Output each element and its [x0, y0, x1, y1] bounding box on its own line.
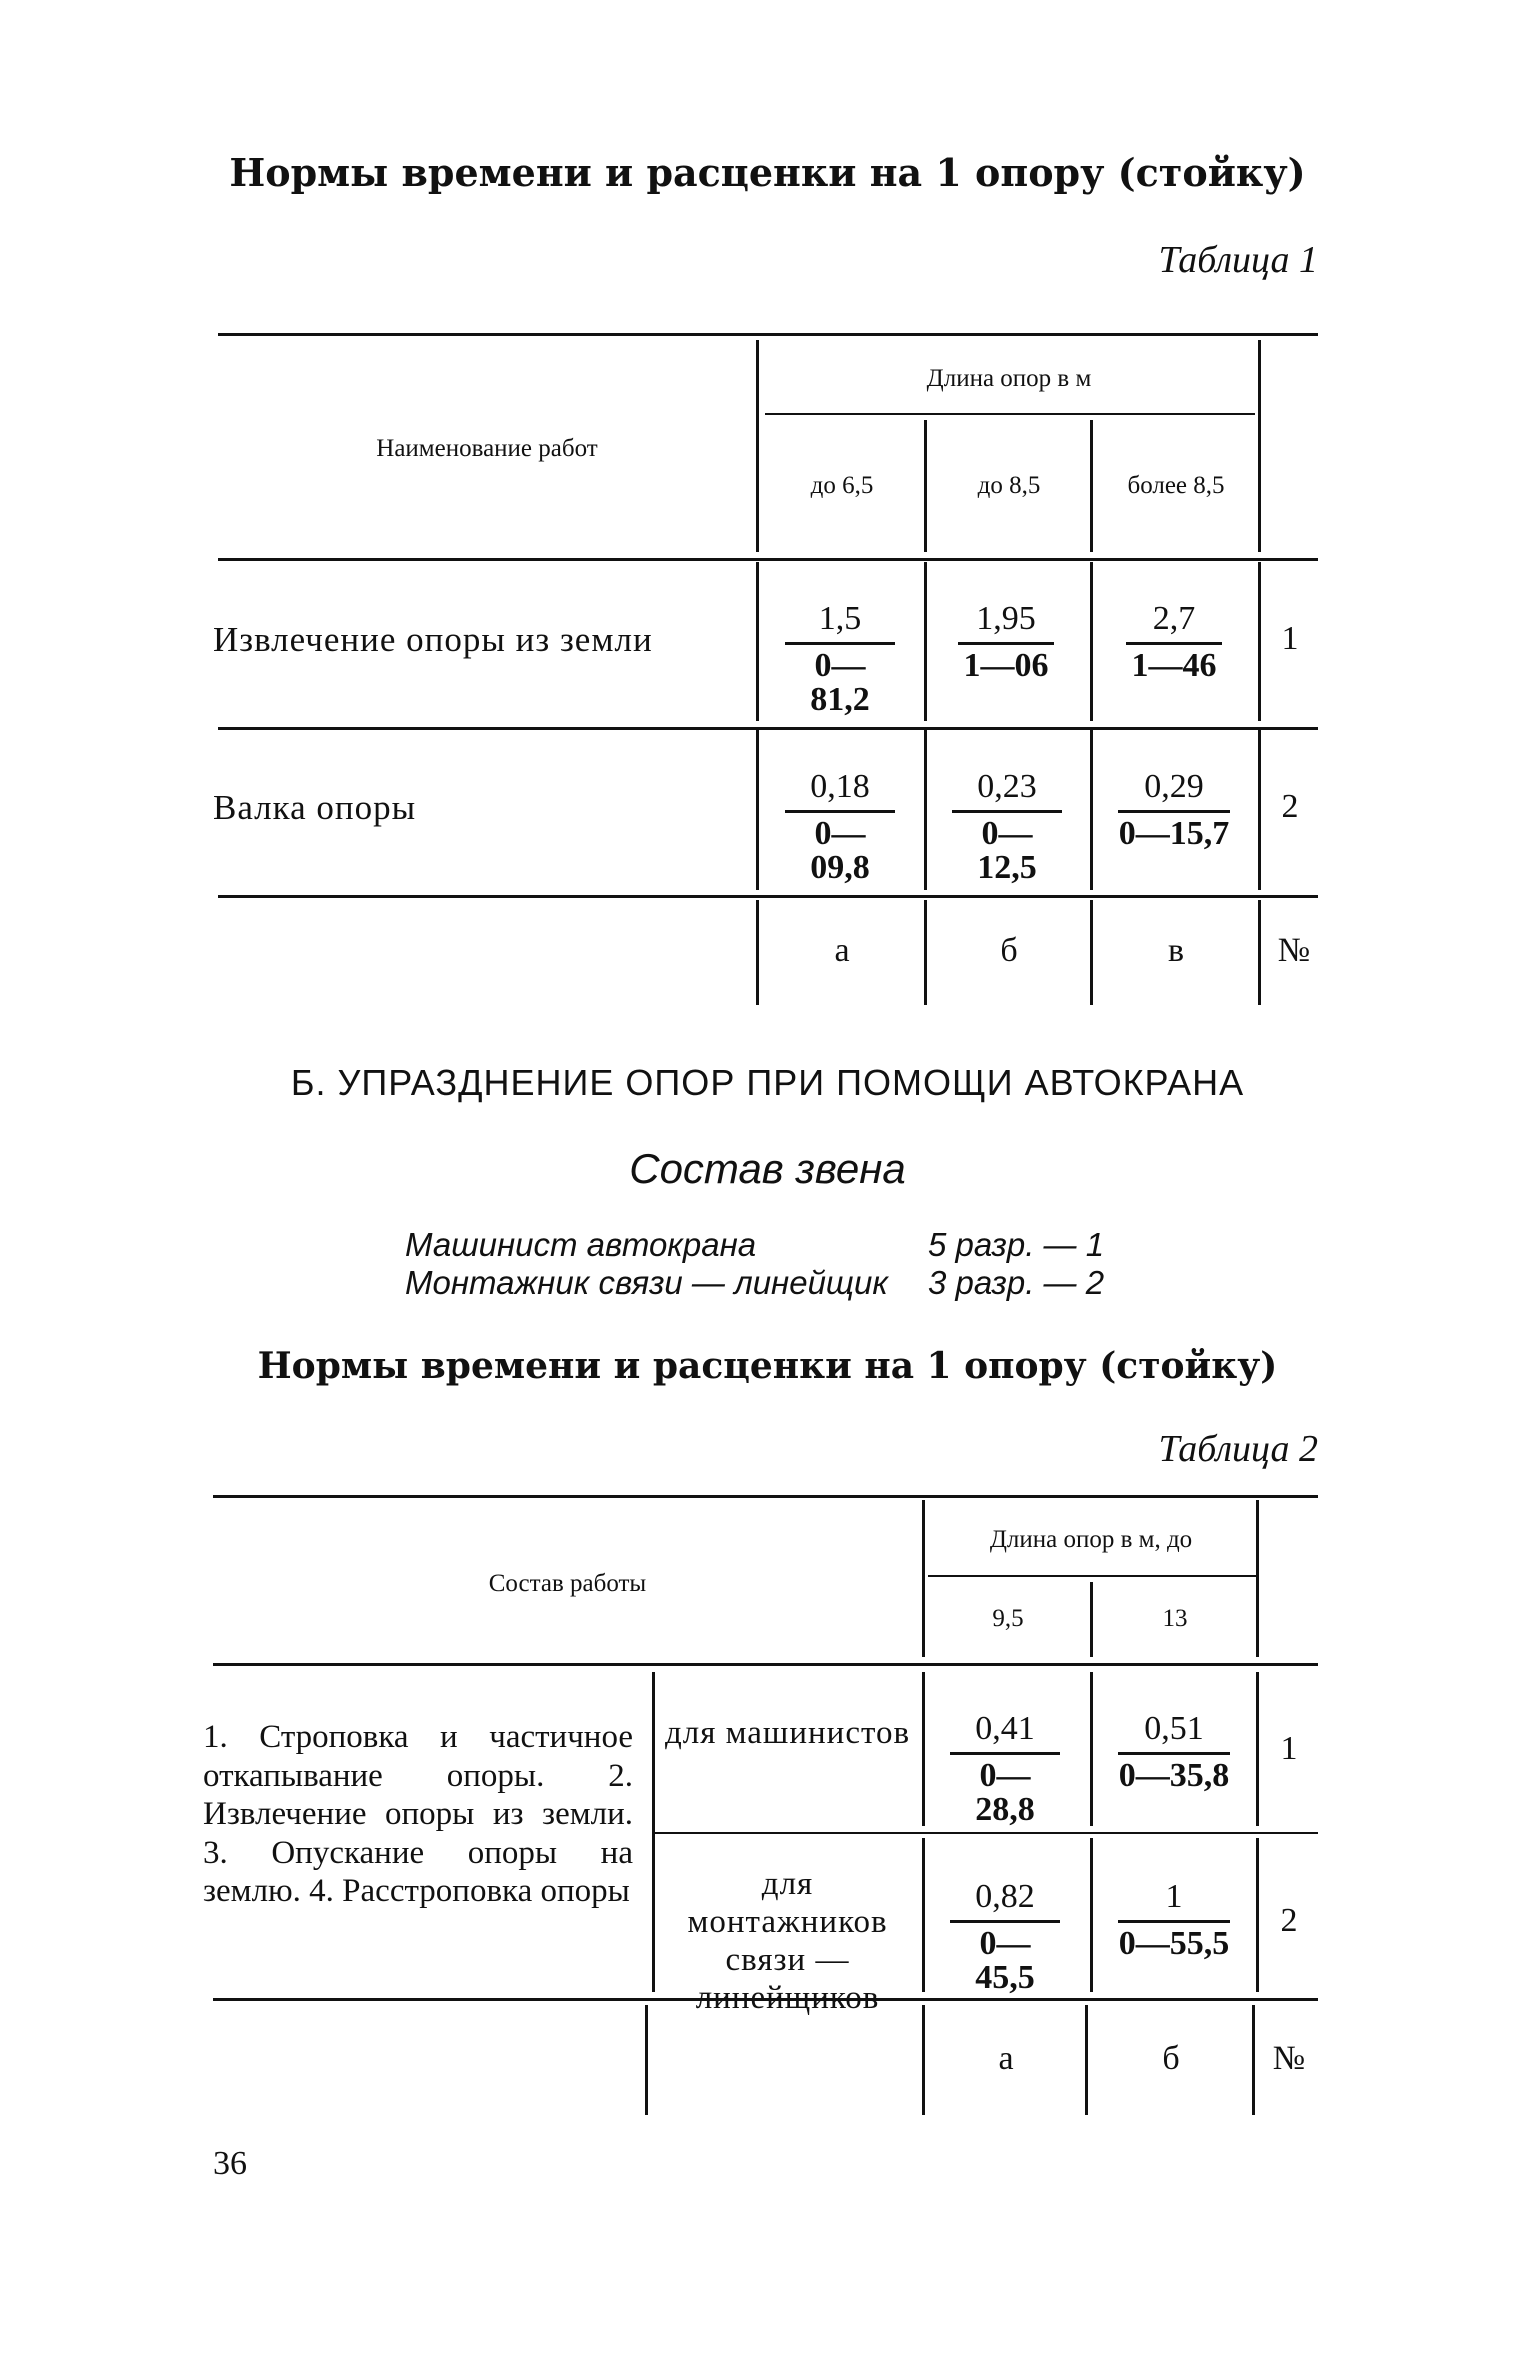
table2-group-rule [928, 1575, 1258, 1577]
table2-vrule [1090, 1838, 1093, 1992]
table2-num-marker: № [1272, 2040, 1306, 2077]
table1-row-number: 2 [1281, 788, 1299, 825]
table1-vrule [756, 562, 759, 721]
table1-vrule [924, 900, 927, 1005]
table2-vrule [922, 2005, 925, 2115]
norm-time: 0,82 [975, 1878, 1035, 1915]
norm-time: 0,51 [1144, 1710, 1204, 1747]
table1-vrule [1090, 900, 1093, 1005]
table1-col-letter: а [834, 932, 850, 969]
table1-caption: Таблица 1 [1158, 239, 1318, 281]
table1-vrule [756, 340, 759, 552]
table2-row-label: для машинистов [664, 1715, 911, 1751]
table2-col-name-header: Состав работы [488, 1570, 647, 1597]
table2-top-rule [213, 1495, 1318, 1498]
table2-value-cell [950, 1712, 1060, 1827]
norm-time: 0,23 [977, 768, 1037, 805]
crew-grade: 3 разр. — 2 [928, 1264, 1105, 1301]
table1-value-cell [1118, 770, 1230, 851]
rate: 1—06 [958, 642, 1054, 683]
table2-vrule [1252, 2005, 1255, 2115]
table1-group-rule [765, 413, 1255, 415]
rate: 0—45,5 [950, 1920, 1060, 1995]
table2-col-header: 9,5 [992, 1605, 1024, 1632]
table1-row-label: Валка опоры [213, 788, 417, 827]
table2-value-cell [950, 1880, 1060, 1995]
table1-row-rule [218, 727, 1318, 730]
table1-vrule [1090, 562, 1093, 721]
crew-grade: 5 разр. — 1 [928, 1226, 1105, 1263]
table1-value-cell [958, 602, 1054, 683]
norm-time: 2,7 [1152, 600, 1196, 637]
table2-caption: Таблица 2 [1158, 1428, 1318, 1470]
table1-vrule [1258, 340, 1261, 552]
table1-col-letter: б [1000, 932, 1018, 969]
rate: 0—12,5 [952, 810, 1062, 885]
table1-value-cell [1126, 602, 1222, 683]
table1-vrule [924, 562, 927, 721]
table1-vrule [924, 420, 927, 552]
table1-col-header: до 6,5 [810, 472, 874, 499]
table2-vrule [922, 1672, 925, 1826]
table1-value-cell [785, 602, 895, 717]
section-b-title: Б. УПРАЗДНЕНИЕ ОПОР ПРИ ПОМОЩИ АВТОКРАНА [290, 1062, 1245, 1103]
table1-header-rule [218, 558, 1318, 561]
table1-vrule [1258, 562, 1261, 721]
table2-vrule [922, 1500, 925, 1657]
table2-vrule [652, 1672, 655, 1992]
table2-row-number: 2 [1280, 1902, 1298, 1939]
table1-vrule [1258, 730, 1261, 890]
table1-col-header: более 8,5 [1127, 472, 1225, 499]
norm-time: 0,18 [810, 768, 870, 805]
rate: 0—55,5 [1118, 1920, 1230, 1961]
table2-col-letter: а [998, 2040, 1014, 2077]
rate: 0—09,8 [785, 810, 895, 885]
rate: 0—15,7 [1118, 810, 1230, 851]
norm-time: 0,41 [975, 1710, 1035, 1747]
rate: 1—46 [1126, 642, 1222, 683]
table1-row-number: 1 [1281, 620, 1299, 657]
table1-top-rule [218, 333, 1318, 336]
table1-vrule [1090, 730, 1093, 890]
table2-vrule [1090, 1582, 1093, 1657]
table2-row-number: 1 [1280, 1730, 1298, 1767]
table1-vrule [756, 900, 759, 1005]
table1-vrule [924, 730, 927, 890]
table1-col-header: до 8,5 [977, 472, 1041, 499]
table2-group-header: Длина опор в м, до [989, 1526, 1193, 1553]
table1-col-letter: в [1167, 932, 1185, 969]
table1-row-label: Извлечение опоры из земли [213, 620, 653, 659]
norm-time: 1 [1165, 1878, 1183, 1915]
page-number: 36 [213, 2145, 247, 2182]
table1-vrule [1258, 900, 1261, 1005]
table2-vrule [922, 1838, 925, 1992]
norm-time: 0,29 [1144, 768, 1204, 805]
crew-role: Машинист автокрана [405, 1226, 757, 1263]
rate: 0—35,8 [1118, 1752, 1230, 1793]
table1-bottom-rule [218, 895, 1318, 898]
table2-col-header: 13 [1162, 1605, 1188, 1632]
table2-row-label: для монтажников связи — линейщиков [687, 1866, 888, 2016]
crew-title: Состав звена [629, 1145, 906, 1192]
table1-col-name-header: Наименование работ [376, 435, 598, 462]
rate: 0—81,2 [785, 642, 895, 717]
table2-col-letter: б [1162, 2040, 1180, 2077]
table1-value-cell [785, 770, 895, 885]
table1-vrule [756, 730, 759, 890]
table2-vrule [645, 2005, 648, 2115]
table2-vrule [1256, 1500, 1259, 1657]
norm-time: 1,95 [976, 600, 1036, 637]
norm-time: 1,5 [818, 600, 862, 637]
table2-vrule [1256, 1672, 1259, 1826]
table1-num-marker: № [1277, 932, 1311, 969]
table1-group-header: Длина опор в м [926, 365, 1092, 392]
table2-value-cell [1118, 1712, 1230, 1793]
table2-heading: Нормы времени и расценки на 1 опору (стойку) [257, 1345, 1278, 1387]
table1-value-cell [952, 770, 1062, 885]
crew-role: Монтажник связи — линейщик [405, 1264, 888, 1301]
rate: 0—28,8 [950, 1752, 1060, 1827]
table2-vrule [1256, 1838, 1259, 1992]
table2-row-rule [655, 1832, 1318, 1834]
table1-vrule [1090, 420, 1093, 552]
table1-heading: Нормы времени и расценки на 1 опору (стойку) [229, 150, 1306, 195]
table2-vrule [1090, 1672, 1093, 1826]
table2-header-rule [213, 1663, 1318, 1666]
table2-work-description: 1. Строповка и частичное откапывание опоры. 2. Извлечение опоры из земли. 3. Опускание опоры на землю. 4. Расстроповка опоры [203, 1719, 633, 1910]
table2-value-cell [1118, 1880, 1230, 1961]
